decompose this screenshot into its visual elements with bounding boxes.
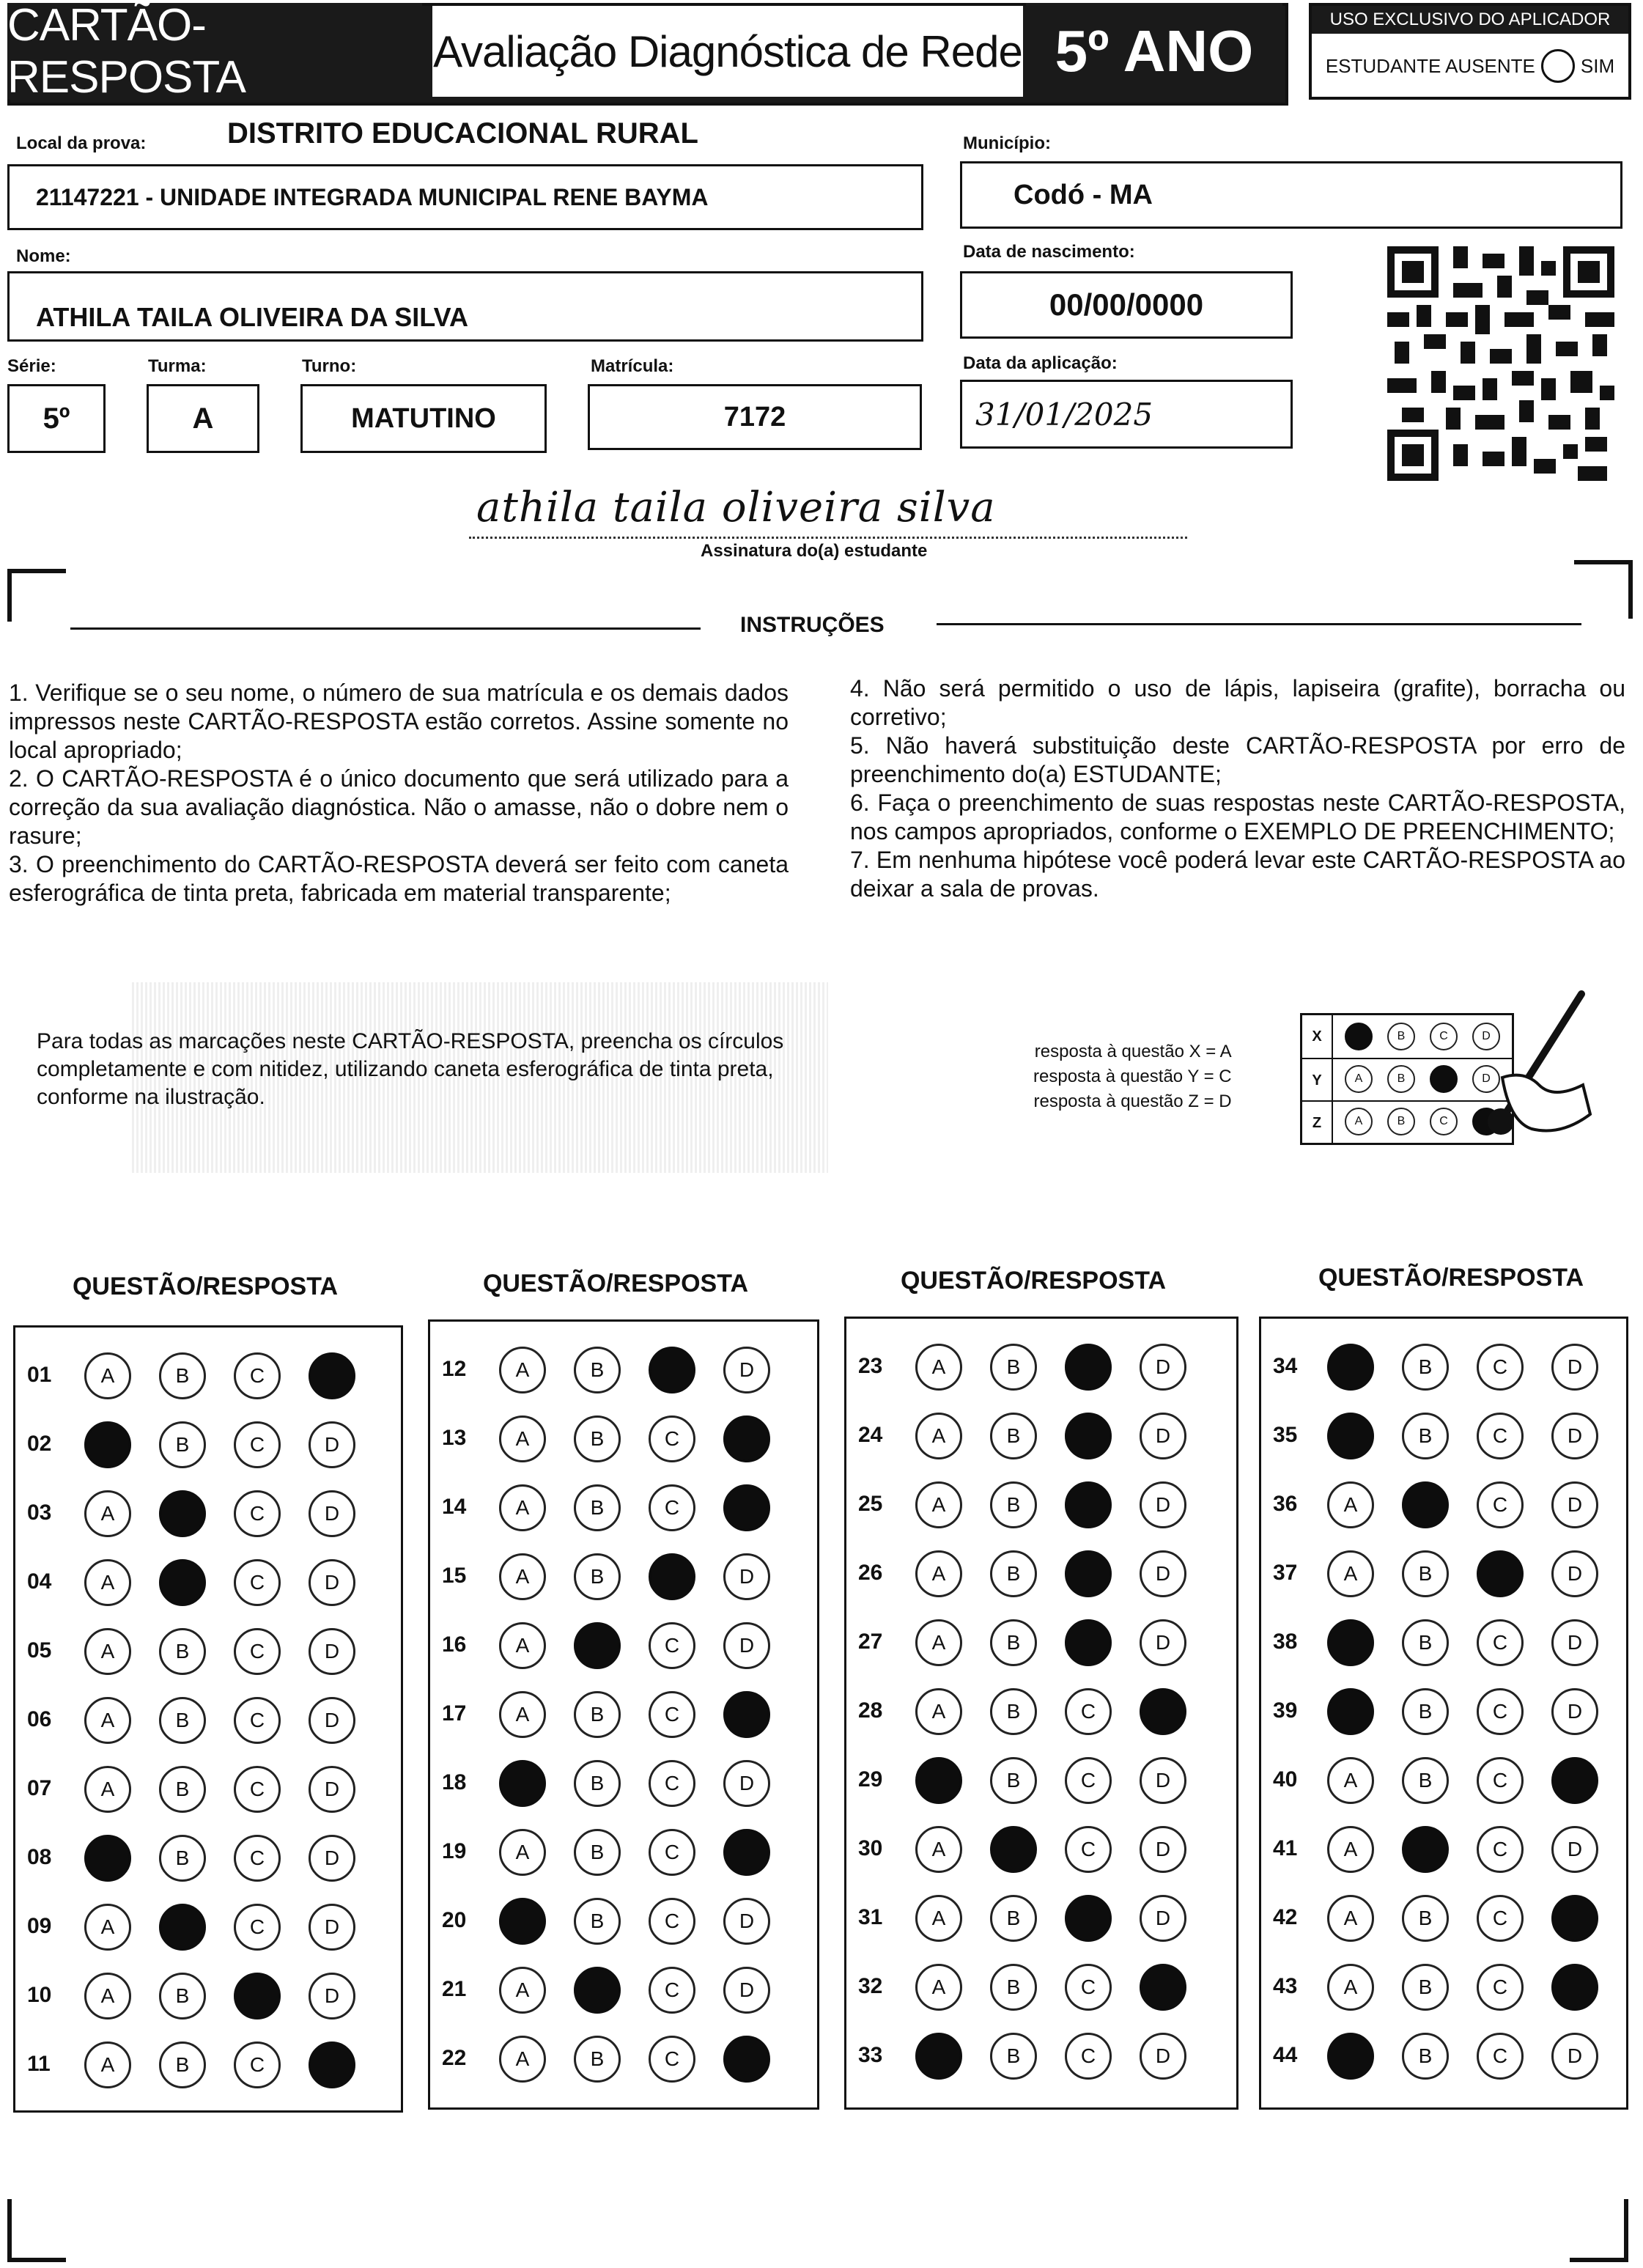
answer-bubble-q27-c[interactable]: [1065, 1619, 1112, 1666]
answer-bubble-q30-c[interactable]: C: [1065, 1826, 1112, 1873]
question-number: 02: [27, 1432, 52, 1456]
answer-bubble-q29-a[interactable]: [915, 1757, 962, 1804]
question-number: 11: [27, 2052, 51, 2076]
answer-bubble-q38-b[interactable]: B: [1402, 1619, 1449, 1666]
school-field: 21147221 - UNIDADE INTEGRADA MUNICIPAL RENE BAYMA: [7, 164, 923, 230]
answer-bubble-q37-d[interactable]: D: [1551, 1550, 1598, 1597]
example-bubble-c: C: [1430, 1023, 1458, 1050]
turno-field: MATUTINO: [300, 384, 547, 453]
question-number: 32: [858, 1974, 883, 1998]
answer-bubble-q15-d[interactable]: D: [723, 1553, 770, 1600]
answer-bubble-q03-a[interactable]: A: [84, 1490, 131, 1537]
answer-bubble-q37-b[interactable]: B: [1402, 1550, 1449, 1597]
answer-bubble-q11-c[interactable]: C: [234, 2041, 281, 2088]
answer-bubble-q03-c[interactable]: C: [234, 1490, 281, 1537]
answer-bubble-q31-c[interactable]: [1065, 1895, 1112, 1942]
crop-mark-br-v: [1624, 2199, 1628, 2262]
nome-field: ATHILA TAILA OLIVEIRA DA SILVA: [7, 271, 923, 342]
example-legend-y: resposta à questão Y = C: [1033, 1067, 1232, 1086]
answer-bubble-q24-c[interactable]: [1065, 1413, 1112, 1459]
answer-bubble-q36-d[interactable]: D: [1551, 1481, 1598, 1528]
example-bubble-d: D: [1472, 1023, 1500, 1050]
answer-bubble-q34-a[interactable]: [1327, 1344, 1374, 1391]
answer-panel-1: [13, 1325, 403, 2113]
answer-bubble-q19-b[interactable]: B: [574, 1829, 621, 1876]
answer-bubble-q16-a[interactable]: A: [499, 1622, 546, 1669]
question-number: 41: [1273, 1836, 1298, 1860]
instructions-rule-right: [937, 623, 1581, 625]
answer-bubble-q14-c[interactable]: C: [649, 1484, 695, 1531]
question-number: 42: [1273, 1905, 1298, 1929]
answer-bubble-q38-d[interactable]: D: [1551, 1619, 1598, 1666]
district-name: DISTRITO EDUCACIONAL RURAL: [227, 117, 698, 150]
sim-label: SIM: [1580, 54, 1615, 77]
answer-bubble-q28-b[interactable]: B: [990, 1688, 1037, 1735]
answer-bubble-q17-b[interactable]: B: [574, 1691, 621, 1738]
answer-bubble-q40-b[interactable]: B: [1402, 1757, 1449, 1804]
question-number: 38: [1273, 1630, 1298, 1654]
answer-bubble-q03-d[interactable]: D: [309, 1490, 355, 1537]
answer-bubble-q20-d[interactable]: D: [723, 1898, 770, 1945]
answer-bubble-q36-c[interactable]: C: [1477, 1481, 1524, 1528]
answer-bubble-q19-a[interactable]: A: [499, 1829, 546, 1876]
question-number: 19: [442, 1839, 467, 1863]
crop-mark-bl-v: [7, 2199, 12, 2262]
answer-bubble-q35-b[interactable]: B: [1402, 1413, 1449, 1459]
answer-bubble-q32-a[interactable]: A: [915, 1964, 962, 2011]
question-number: 25: [858, 1492, 883, 1516]
answer-bubble-q23-c[interactable]: [1065, 1344, 1112, 1391]
answer-bubble-q15-c[interactable]: [649, 1553, 695, 1600]
question-number: 10: [27, 1983, 52, 2007]
municipio-field: Codó - MA: [960, 161, 1622, 229]
answer-bubble-q26-b[interactable]: B: [990, 1550, 1037, 1597]
signature-line: [469, 537, 1187, 539]
answer-bubble-q19-c[interactable]: C: [649, 1829, 695, 1876]
turma-field: A: [147, 384, 259, 453]
answer-bubble-q16-b[interactable]: [574, 1622, 621, 1669]
question-number: 06: [27, 1707, 52, 1731]
answer-bubble-q24-d[interactable]: D: [1140, 1413, 1186, 1459]
question-number: 27: [858, 1630, 883, 1654]
column-header-1: QUESTÃO/RESPOSTA: [72, 1273, 339, 1300]
answer-bubble-q33-b[interactable]: B: [990, 2033, 1037, 2080]
answer-bubble-q11-d[interactable]: [309, 2041, 355, 2088]
answer-bubble-q18-d[interactable]: D: [723, 1760, 770, 1807]
answer-bubble-q35-d[interactable]: D: [1551, 1413, 1598, 1459]
example-bubble-b: B: [1387, 1023, 1415, 1050]
answer-bubble-q34-b[interactable]: B: [1402, 1344, 1449, 1391]
answer-bubble-q23-a[interactable]: A: [915, 1344, 962, 1391]
answer-bubble-q01-d[interactable]: [309, 1352, 355, 1399]
answer-bubble-q33-d[interactable]: D: [1140, 2033, 1186, 2080]
answer-panel-3: [844, 1317, 1238, 2110]
answer-bubble-q43-b[interactable]: B: [1402, 1964, 1449, 2011]
answer-bubble-q32-c[interactable]: C: [1065, 1964, 1112, 2011]
answer-bubble-q05-d[interactable]: D: [309, 1628, 355, 1675]
column-header-4: QUESTÃO/RESPOSTA: [1318, 1264, 1584, 1292]
question-number: 24: [858, 1423, 883, 1447]
answer-bubble-q16-c[interactable]: C: [649, 1622, 695, 1669]
answer-bubble-q43-d[interactable]: [1551, 1964, 1598, 2011]
answer-bubble-q08-c[interactable]: C: [234, 1835, 281, 1882]
answer-bubble-q27-d[interactable]: D: [1140, 1619, 1186, 1666]
answer-bubble-q42-a[interactable]: A: [1327, 1895, 1374, 1942]
column-header-3: QUESTÃO/RESPOSTA: [900, 1267, 1167, 1295]
question-number: 39: [1273, 1698, 1298, 1723]
answer-bubble-q27-b[interactable]: B: [990, 1619, 1037, 1666]
question-number: 17: [442, 1701, 467, 1726]
answer-bubble-q34-c[interactable]: C: [1477, 1344, 1524, 1391]
answer-bubble-q04-d[interactable]: D: [309, 1559, 355, 1606]
answer-bubble-q37-c[interactable]: [1477, 1550, 1524, 1597]
qr-code: [1387, 246, 1615, 481]
answer-bubble-q22-c[interactable]: C: [649, 2036, 695, 2083]
question-number: 16: [442, 1632, 467, 1657]
question-number: 28: [858, 1698, 883, 1723]
answer-bubble-q17-d[interactable]: [723, 1691, 770, 1738]
answer-bubble-q35-a[interactable]: [1327, 1413, 1374, 1459]
answer-bubble-q24-a[interactable]: A: [915, 1413, 962, 1459]
answer-bubble-q36-b[interactable]: [1402, 1481, 1449, 1528]
question-number: 13: [442, 1426, 467, 1450]
answer-bubble-q40-c[interactable]: C: [1477, 1757, 1524, 1804]
answer-bubble-q02-a[interactable]: [84, 1421, 131, 1468]
answer-bubble-q07-a[interactable]: A: [84, 1766, 131, 1813]
answer-bubble-q40-a[interactable]: A: [1327, 1757, 1374, 1804]
answer-bubble-q32-d[interactable]: [1140, 1964, 1186, 2011]
question-number: 43: [1273, 1974, 1298, 1998]
question-number: 31: [858, 1905, 883, 1929]
example-legend-z: resposta à questão Z = D: [1033, 1091, 1232, 1111]
answer-bubble-q12-d[interactable]: D: [723, 1347, 770, 1393]
question-number: 01: [27, 1363, 52, 1387]
question-number: 23: [858, 1354, 883, 1378]
answer-bubble-q36-a[interactable]: A: [1327, 1481, 1374, 1528]
answer-bubble-q22-d[interactable]: [723, 2036, 770, 2083]
answer-bubble-q15-b[interactable]: B: [574, 1553, 621, 1600]
answer-bubble-q25-a[interactable]: A: [915, 1481, 962, 1528]
question-number: 09: [27, 1914, 52, 1938]
question-number: 07: [27, 1776, 52, 1800]
answer-bubble-q23-b[interactable]: B: [990, 1344, 1037, 1391]
answer-bubble-q31-b[interactable]: B: [990, 1895, 1037, 1942]
instruction-5: 5. Não haverá substituição deste CARTÃO-RESPOSTA por erro de preenchimento do(a) ESTUDANTE;: [850, 732, 1625, 787]
question-number: 36: [1273, 1492, 1298, 1516]
answer-bubble-q08-b[interactable]: B: [159, 1835, 206, 1882]
instructions-right: [850, 674, 1625, 903]
nome-label: Nome:: [16, 246, 71, 266]
answer-bubble-q28-a[interactable]: A: [915, 1688, 962, 1735]
answer-bubble-q07-c[interactable]: C: [234, 1766, 281, 1813]
answer-bubble-q44-b[interactable]: B: [1402, 2033, 1449, 2080]
question-number: 03: [27, 1501, 52, 1525]
answer-bubble-q16-d[interactable]: D: [723, 1622, 770, 1669]
answer-bubble-q11-b[interactable]: B: [159, 2041, 206, 2088]
answer-panel-2: [428, 1319, 819, 2110]
answer-bubble-q11-a[interactable]: A: [84, 2041, 131, 2088]
question-number: 29: [858, 1767, 883, 1792]
grade-title: 5º ANO: [1026, 3, 1282, 100]
answer-bubble-q21-b[interactable]: [574, 1967, 621, 2014]
answer-bubble-q24-b[interactable]: B: [990, 1413, 1037, 1459]
signature-label: Assinatura do(a) estudante: [701, 541, 928, 561]
aplicador-title: USO EXCLUSIVO DO APLICADOR: [1312, 6, 1628, 34]
answer-bubble-q05-c[interactable]: C: [234, 1628, 281, 1675]
answer-bubble-q20-b[interactable]: B: [574, 1898, 621, 1945]
answer-bubble-q27-a[interactable]: A: [915, 1619, 962, 1666]
answer-bubble-q08-a[interactable]: [84, 1835, 131, 1882]
turno-label: Turno:: [302, 356, 357, 376]
example-bubble-c: [1430, 1065, 1458, 1093]
answer-bubble-q12-b[interactable]: B: [574, 1347, 621, 1393]
example-bubble-a: [1345, 1023, 1373, 1050]
answer-bubble-q01-b[interactable]: B: [159, 1352, 206, 1399]
answer-bubble-q09-d[interactable]: D: [309, 1904, 355, 1951]
answer-bubble-q39-a[interactable]: [1327, 1688, 1374, 1735]
pen-hand-icon: [1480, 990, 1598, 1151]
example-row-label: X: [1302, 1015, 1333, 1058]
answer-bubble-q13-b[interactable]: B: [574, 1415, 621, 1462]
answer-bubble-q31-d[interactable]: D: [1140, 1895, 1186, 1942]
instruction-2: 2. O CARTÃO-RESPOSTA é o único documento que será utilizado para a correção da sua avaliação diagnóstica. Não o amasse, não o dobre nem o rasure;: [9, 765, 789, 849]
answer-bubble-q03-b[interactable]: [159, 1490, 206, 1537]
student-signature: athila taila oliveira silva: [476, 484, 996, 531]
answer-bubble-q22-b[interactable]: B: [574, 2036, 621, 2083]
answer-bubble-q38-a[interactable]: [1327, 1619, 1374, 1666]
serie-label: Série:: [7, 356, 56, 376]
question-number: 34: [1273, 1354, 1298, 1378]
crop-mark-tl-h: [7, 569, 66, 573]
matricula-label: Matrícula:: [591, 356, 674, 376]
answer-bubble-q01-a[interactable]: A: [84, 1352, 131, 1399]
answer-bubble-q39-c[interactable]: C: [1477, 1688, 1524, 1735]
answer-bubble-q18-b[interactable]: B: [574, 1760, 621, 1807]
answer-bubble-q18-a[interactable]: [499, 1760, 546, 1807]
answer-bubble-q41-b[interactable]: [1402, 1826, 1449, 1873]
aplicacao-label: Data da aplicação:: [963, 353, 1118, 373]
municipio-label: Município:: [963, 133, 1051, 153]
answer-bubble-q02-c[interactable]: C: [234, 1421, 281, 1468]
instructions-left: [9, 679, 789, 907]
answer-bubble-q32-b[interactable]: B: [990, 1964, 1037, 2011]
answer-bubble-q17-a[interactable]: A: [499, 1691, 546, 1738]
answer-bubble-q05-a[interactable]: A: [84, 1628, 131, 1675]
answer-bubble-q07-b[interactable]: B: [159, 1766, 206, 1813]
answer-bubble-q10-d[interactable]: D: [309, 1973, 355, 2020]
instruction-4: 4. Não será permitido o uso de lápis, lapiseira (grafite), borracha ou corretivo;: [850, 675, 1625, 730]
instructions-rule-left: [70, 627, 701, 630]
example-bubble-a: A: [1345, 1108, 1373, 1135]
question-number: 35: [1273, 1423, 1298, 1447]
answer-bubble-q28-c[interactable]: C: [1065, 1688, 1112, 1735]
instruction-1: 1. Verifique se o seu nome, o número de sua matrícula e os demais dados impressos neste CARTÃO-RESPOSTA estão corretos. Assine somente no local apropriado;: [9, 680, 789, 763]
answer-bubble-q02-d[interactable]: D: [309, 1421, 355, 1468]
nascimento-label: Data de nascimento:: [963, 242, 1135, 262]
answer-bubble-q10-b[interactable]: B: [159, 1973, 206, 2020]
answer-bubble-q10-c[interactable]: [234, 1973, 281, 2020]
answer-bubble-q30-d[interactable]: D: [1140, 1826, 1186, 1873]
crop-mark-tr-h: [1574, 560, 1633, 564]
question-number: 33: [858, 2043, 883, 2067]
answer-bubble-q21-a[interactable]: A: [499, 1967, 546, 2014]
answer-bubble-q13-d[interactable]: [723, 1415, 770, 1462]
answer-bubble-q06-d[interactable]: D: [309, 1697, 355, 1744]
question-number: 37: [1273, 1561, 1298, 1585]
answer-bubble-q19-d[interactable]: [723, 1829, 770, 1876]
answer-bubble-q04-a[interactable]: A: [84, 1559, 131, 1606]
question-number: 05: [27, 1638, 52, 1663]
answer-bubble-q13-a[interactable]: A: [499, 1415, 546, 1462]
answer-bubble-q39-b[interactable]: B: [1402, 1688, 1449, 1735]
card-title: CARTÃO-RESPOSTA: [7, 3, 422, 100]
answer-bubble-q06-c[interactable]: C: [234, 1697, 281, 1744]
answer-bubble-q38-c[interactable]: C: [1477, 1619, 1524, 1666]
answer-bubble-q17-c[interactable]: C: [649, 1691, 695, 1738]
question-number: 40: [1273, 1767, 1298, 1792]
instruction-3: 3. O preenchimento do CARTÃO-RESPOSTA deverá ser feito com caneta esferográfica de tinta preta, fabricada em material transparente;: [9, 851, 789, 906]
answer-bubble-q37-a[interactable]: A: [1327, 1550, 1374, 1597]
question-number: 18: [442, 1770, 467, 1794]
answer-bubble-q14-a[interactable]: A: [499, 1484, 546, 1531]
answer-bubble-q25-d[interactable]: D: [1140, 1481, 1186, 1528]
answer-bubble-q42-d[interactable]: [1551, 1895, 1598, 1942]
answer-bubble-q31-a[interactable]: A: [915, 1895, 962, 1942]
answer-bubble-q39-d[interactable]: D: [1551, 1688, 1598, 1735]
example-text: Para todas as marcações neste CARTÃO-RESPOSTA, preencha os círculos completamente e com nitidez, utilizando caneta esferográfica de tinta preta, conforme na ilustração.: [37, 1029, 784, 1109]
answer-bubble-q35-c[interactable]: C: [1477, 1413, 1524, 1459]
instructions-title: INSTRUÇÕES: [740, 613, 885, 637]
evaluation-title: Avaliação Diagnóstica de Rede: [432, 6, 1023, 97]
column-header-2: QUESTÃO/RESPOSTA: [482, 1270, 749, 1297]
question-number: 04: [27, 1569, 52, 1594]
answer-bubble-q40-d[interactable]: [1551, 1757, 1598, 1804]
answer-bubble-q20-c[interactable]: C: [649, 1898, 695, 1945]
answer-bubble-q13-c[interactable]: C: [649, 1415, 695, 1462]
answer-bubble-q09-c[interactable]: C: [234, 1904, 281, 1951]
answer-bubble-q30-a[interactable]: A: [915, 1826, 962, 1873]
crop-mark-bl-h: [7, 2258, 66, 2262]
question-number: 21: [442, 1977, 467, 2001]
matricula-field: 7172: [588, 384, 922, 450]
answer-bubble-q09-a[interactable]: A: [84, 1904, 131, 1951]
answer-bubble-q06-a[interactable]: A: [84, 1697, 131, 1744]
answer-bubble-q10-a[interactable]: A: [84, 1973, 131, 2020]
instruction-7: 7. Em nenhuma hipótese você poderá levar este CARTÃO-RESPOSTA ao deixar a sala de provas.: [850, 847, 1625, 902]
answer-bubble-q09-b[interactable]: [159, 1904, 206, 1951]
question-number: 44: [1273, 2043, 1298, 2067]
answer-bubble-q01-c[interactable]: C: [234, 1352, 281, 1399]
example-row-label: Z: [1302, 1100, 1333, 1144]
answer-bubble-q12-a[interactable]: A: [499, 1347, 546, 1393]
ausente-label: ESTUDANTE AUSENTE: [1325, 54, 1535, 77]
question-number: 26: [858, 1561, 883, 1585]
answer-bubble-q26-a[interactable]: A: [915, 1550, 962, 1597]
answer-bubble-q23-d[interactable]: D: [1140, 1344, 1186, 1391]
answer-bubble-q21-d[interactable]: D: [723, 1967, 770, 2014]
answer-bubble-q43-c[interactable]: C: [1477, 1964, 1524, 2011]
answer-bubble-q18-c[interactable]: C: [649, 1760, 695, 1807]
crop-mark-tl-v: [7, 569, 12, 622]
ausente-option[interactable]: [1312, 35, 1628, 97]
local-label: Local da prova:: [16, 133, 147, 153]
answer-bubble-q06-b[interactable]: B: [159, 1697, 206, 1744]
answer-bubble-q26-d[interactable]: D: [1140, 1550, 1186, 1597]
crop-mark-br-h: [1570, 2258, 1628, 2262]
question-number: 22: [442, 2046, 467, 2070]
answer-bubble-q05-b[interactable]: B: [159, 1628, 206, 1675]
answer-bubble-q20-a[interactable]: [499, 1898, 546, 1945]
example-row-label: Y: [1302, 1058, 1333, 1102]
question-number: 15: [442, 1564, 467, 1588]
answer-bubble-q34-d[interactable]: D: [1551, 1344, 1598, 1391]
answer-bubble-q29-d[interactable]: D: [1140, 1757, 1186, 1804]
answer-bubble-q28-d[interactable]: [1140, 1688, 1186, 1735]
answer-bubble-q44-d[interactable]: D: [1551, 2033, 1598, 2080]
answer-bubble-q15-a[interactable]: A: [499, 1553, 546, 1600]
answer-bubble-q14-b[interactable]: B: [574, 1484, 621, 1531]
question-number: 12: [442, 1357, 467, 1381]
question-number: 20: [442, 1908, 467, 1932]
answer-bubble-q42-c[interactable]: C: [1477, 1895, 1524, 1942]
answer-bubble-q44-c[interactable]: C: [1477, 2033, 1524, 2080]
answer-bubble-q25-c[interactable]: [1065, 1481, 1112, 1528]
nascimento-field: 00/00/0000: [960, 271, 1293, 339]
example-bubble-c: C: [1430, 1108, 1458, 1135]
answer-bubble-q41-d[interactable]: D: [1551, 1826, 1598, 1873]
answer-bubble-q08-d[interactable]: D: [309, 1835, 355, 1882]
answer-bubble-q21-c[interactable]: C: [649, 1967, 695, 2014]
answer-bubble-q02-b[interactable]: B: [159, 1421, 206, 1468]
question-number: 08: [27, 1845, 52, 1869]
answer-bubble-q43-a[interactable]: A: [1327, 1964, 1374, 2011]
answer-bubble-q07-d[interactable]: D: [309, 1766, 355, 1813]
answer-bubble-q22-a[interactable]: A: [499, 2036, 546, 2083]
answer-bubble-q29-c[interactable]: C: [1065, 1757, 1112, 1804]
answer-bubble-q25-b[interactable]: B: [990, 1481, 1037, 1528]
example-bubble-a: A: [1345, 1065, 1373, 1093]
answer-bubble-q33-c[interactable]: C: [1065, 2033, 1112, 2080]
question-number: 30: [858, 1836, 883, 1860]
answer-bubble-q26-c[interactable]: [1065, 1550, 1112, 1597]
answer-bubble-q41-c[interactable]: C: [1477, 1826, 1524, 1873]
answer-bubble-q04-b[interactable]: [159, 1559, 206, 1606]
answer-bubble-q04-c[interactable]: C: [234, 1559, 281, 1606]
question-number: 14: [442, 1495, 467, 1519]
answer-bubble-q41-a[interactable]: A: [1327, 1826, 1374, 1873]
answer-bubble-q14-d[interactable]: [723, 1484, 770, 1531]
answer-bubble-q33-a[interactable]: [915, 2033, 962, 2080]
answer-bubble-q44-a[interactable]: [1327, 2033, 1374, 2080]
turma-label: Turma:: [148, 356, 207, 376]
example-legend-x: resposta à questão X = A: [1034, 1042, 1232, 1061]
example-legend: [1033, 1039, 1232, 1114]
answer-bubble-q29-b[interactable]: B: [990, 1757, 1037, 1804]
answer-bubble-q30-b[interactable]: [990, 1826, 1037, 1873]
aplicacao-field: 31/01/2025: [960, 380, 1293, 449]
ausente-checkbox[interactable]: [1541, 49, 1575, 83]
serie-field: 5º: [7, 384, 106, 453]
answer-bubble-q42-b[interactable]: B: [1402, 1895, 1449, 1942]
instruction-6: 6. Faça o preenchimento de suas respostas neste CARTÃO-RESPOSTA, nos campos apropriados, conforme o EXEMPLO DE PREENCHIMENTO;: [850, 789, 1625, 844]
answer-bubble-q12-c[interactable]: [649, 1347, 695, 1393]
example-bubble-b: B: [1387, 1108, 1415, 1135]
crop-mark-tr-v: [1628, 560, 1633, 619]
example-bubble-b: B: [1387, 1065, 1415, 1093]
answer-panel-4: [1259, 1317, 1628, 2110]
example-bubble-d: D: [1472, 1065, 1500, 1093]
